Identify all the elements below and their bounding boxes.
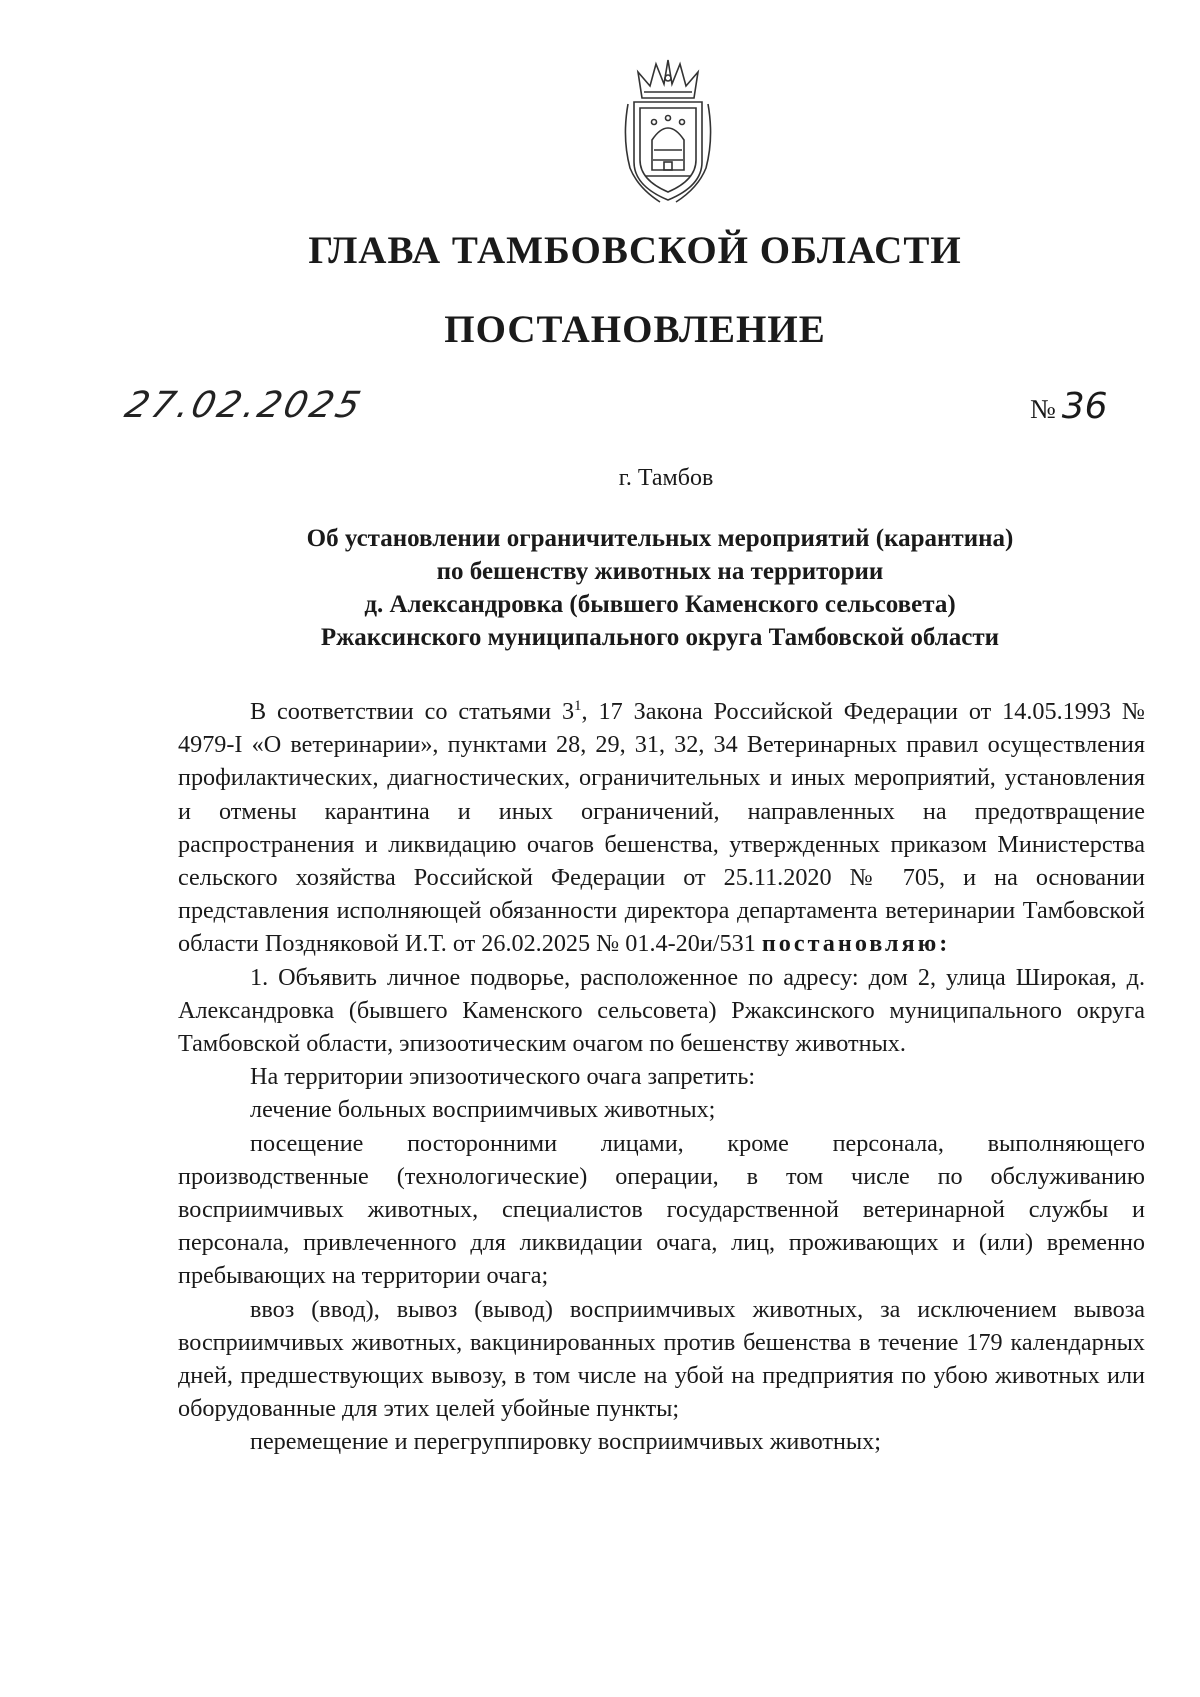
tambov-coat-of-arms-icon (620, 58, 716, 206)
document-number (1030, 386, 1108, 427)
body-paragraph: ввоз (ввод), вывоз (вывод) восприимчивых животных, за исключением вывоза восприимчивых животных, вакцинированных против бешенства в течение 179 календарных дней, предшествующих вывозу, в том числе на убой на предприятия по убою животных или оборудованные для этих целей убойные пункты; (178, 1295, 1145, 1423)
document-date: 27.02.2025 (120, 385, 368, 426)
document-title (180, 522, 1140, 654)
article-superscript: 1 (574, 697, 582, 714)
issue-city: г. Тамбов (618, 465, 714, 491)
body-paragraph: лечение больных восприимчивых животных; (250, 1096, 716, 1124)
issuing-authority: ГЛАВА ТАМБОВСКОЙ ОБЛАСТИ (308, 229, 962, 272)
decree-word: постановляю: (761, 930, 951, 958)
title-line: по бешенству животных на территории (436, 558, 884, 585)
document-type: ПОСТАНОВЛЕНИЕ (444, 308, 826, 351)
preamble-text-b: , 17 Закона Российской Федерации от 14.05.1993 № 4979-I «О ветеринарии», пунктами 28, 29, 31, 32, 34 Ветеринарных правил осуществления профилактических, диагностических, ограничительных и иных мероприятий, установления и отмены карантина и иных ограничений, направленных на предотвращение распространения и ликвидацию очагов бешенства, утвержденных приказом Министерства сельского хозяйства Российской Федерации от 25.11.2020 № 705, и на основании представления исполняющей обязанности директора департамента ветеринарии Тамбовской области Поздняковой И.Т. от 26.02.2025 № 01.4-20и/531 (178, 698, 1145, 958)
body-paragraph: посещение посторонними лицами, кроме персонала, выполняющего производственные (технологические) операции, в том числе по обслуживанию восприимчивых животных, специалистов государственной ветеринарной службы и персонала, привлеченного для ликвидации очага, лиц, проживающих и (или) временно пребывающих на территории очага; (178, 1129, 1145, 1290)
title-line: Об установлении ограничительных мероприятий (карантина) (306, 525, 1014, 552)
preamble-paragraph (178, 695, 1145, 961)
title-line: д. Александровка (бывшего Каменского сельсовета) (364, 591, 956, 618)
body-paragraph: 1. Объявить личное подворье, расположенное по адресу: дом 2, улица Широкая, д. Александровка (бывшего Каменского сельсовета) Ржаксинского муниципального округа Тамбовской области, эпизоотическим очагом по бешенству животных. (178, 963, 1145, 1058)
number-label: № (1030, 394, 1056, 424)
title-line: Ржаксинского муниципального округа Тамбовской области (320, 624, 1000, 651)
body-paragraph: На территории эпизоотического очага запретить: (250, 1063, 756, 1091)
body-paragraph: перемещение и перегруппировку восприимчивых животных; (250, 1428, 881, 1456)
number-value: 36 (1061, 386, 1108, 427)
preamble-text-a: В соответствии со статьями 3 (250, 698, 575, 725)
document-body (178, 695, 1145, 1459)
